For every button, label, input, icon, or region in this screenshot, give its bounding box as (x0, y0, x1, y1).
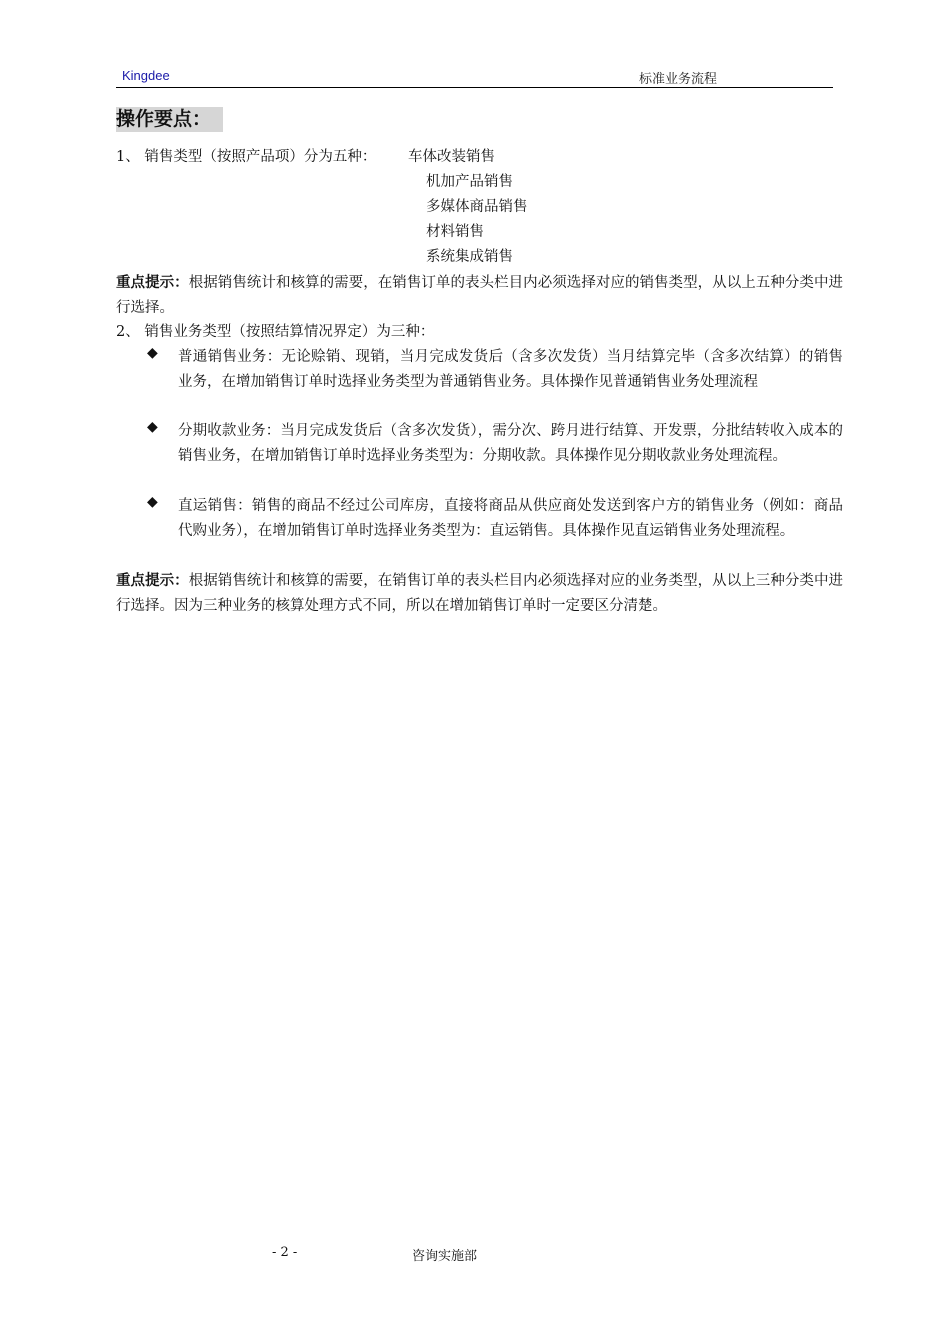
bullet-diamond-icon: ◆ (147, 345, 158, 361)
bullet-diamond-icon: ◆ (147, 419, 158, 435)
item-2-lead: 2、 销售业务类型（按照结算情况界定）为三种： (116, 324, 435, 340)
note-1-label: 重点提示： (116, 274, 189, 291)
note-1-text: 根据销售统计和核算的需要，在销售订单的表头栏目内必须选择对应的销售类型，从以上五种分类中进行选择。 (116, 275, 844, 316)
note-1 (116, 271, 843, 320)
section-title: 操作要点： (116, 107, 223, 132)
bullet-normal-sales: 普通销售业务：无论赊销、现销，当月完成发货后（含多次发货）当月结算完毕（含多次结算）的销售业务，在增加销售订单时选择业务类型为普通销售业务。具体操作见普通销售业务处理流程 (178, 349, 843, 390)
page-header (116, 66, 833, 88)
brand-name: Kingdee (122, 68, 170, 83)
bullet-diamond-icon: ◆ (147, 494, 158, 510)
footer-department: 咨询实施部 (412, 1249, 478, 1264)
note-2 (116, 569, 843, 618)
note-2-label: 重点提示： (116, 572, 189, 589)
bullet-direct-sales: 直运销售：销售的商品不经过公司库房，直接将商品从供应商处发送到客户方的销售业务（例如：商品代购业务），在增加销售订单时选择业务类型为：直运销售。具体操作见直运销售业务处理流程。 (178, 498, 843, 539)
sales-type-5: 系统集成销售 (426, 249, 513, 265)
sales-type-2: 机加产品销售 (426, 174, 513, 190)
item-1-lead: 1、 销售类型（按照产品项）分为五种： (116, 149, 377, 165)
document-title: 标准业务流程 (639, 72, 718, 87)
note-2-text: 根据销售统计和核算的需要，在销售订单的表头栏目内必须选择对应的业务类型，从以上三种分类中进行选择。因为三种业务的核算处理方式不同，所以在增加销售订单时一定要区分清楚。 (116, 573, 844, 614)
sales-type-3: 多媒体商品销售 (426, 199, 528, 215)
bullet-installment-sales: 分期收款业务：当月完成发货后（含多次发货），需分次、跨月进行结算、开发票，分批结转收入成本的销售业务，在增加销售订单时选择业务类型为：分期收款。具体操作见分期收款业务处理流程。 (178, 423, 843, 464)
sales-type-4: 材料销售 (426, 224, 484, 240)
page-number: - 2 - (272, 1245, 298, 1260)
sales-type-1: 车体改装销售 (408, 149, 495, 165)
